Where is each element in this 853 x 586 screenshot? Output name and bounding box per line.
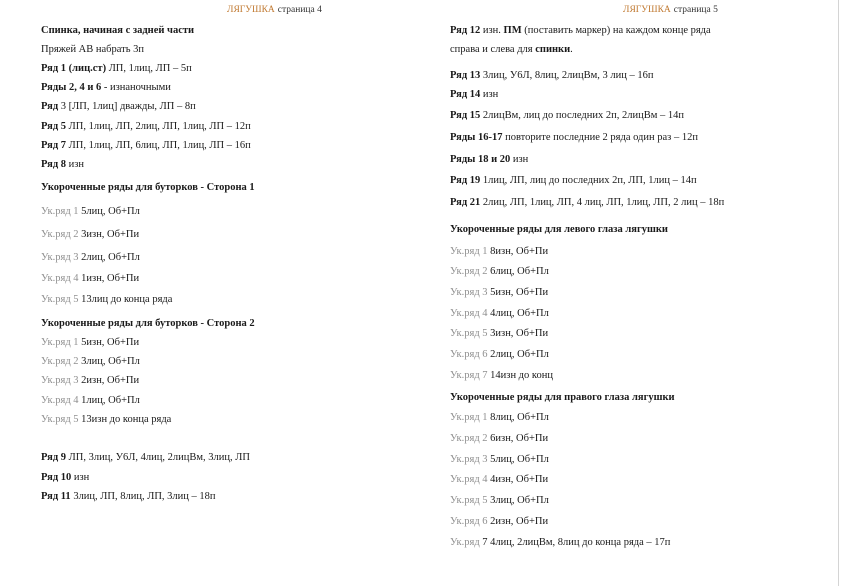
row-instruction: справа и слева для — [450, 44, 536, 55]
row-instruction: 2изн, Об+Пи — [78, 375, 140, 386]
header-page-number: страница 4 — [277, 5, 322, 15]
row-instruction: изн — [71, 472, 90, 483]
short-row-label: Ук.ряд 6 — [450, 349, 488, 360]
short-row-label: Ук.ряд 5 — [41, 294, 79, 305]
row-label: Ряд 12 — [450, 25, 481, 36]
row-instruction: 3 [ЛП, 1лиц] дважды, ЛП – 8п — [58, 101, 196, 112]
row-instruction: ЛП, 1лиц, ЛП, 2лиц, ЛП, 1лиц, ЛП – 12п — [66, 121, 251, 132]
row-instruction: 5изн, Об+Пи — [78, 337, 140, 348]
row-instruction: 2изн, Об+Пи — [487, 516, 549, 527]
short-row-label: Ук.ряд 2 — [450, 433, 488, 444]
short-row-line — [41, 251, 140, 264]
instruction-line — [41, 158, 84, 171]
short-row-label: Ук.ряд 4 — [41, 273, 79, 284]
instruction-line — [450, 24, 711, 37]
instruction-line — [450, 43, 573, 56]
row-instruction: 3лиц, У6Л, 8лиц, 2лицВм, 3 лиц – 16п — [480, 70, 654, 81]
instruction-line — [450, 69, 654, 82]
row-label: Укороченные ряды для правого глаза лягушки — [450, 392, 675, 403]
row-label: Укороченные ряды для левого глаза лягушки — [450, 224, 668, 235]
short-row-label: Ук.ряд — [450, 537, 480, 548]
page-edge-divider — [838, 0, 839, 586]
short-row-line — [450, 536, 670, 549]
row-instruction: 2лиц, Об+Пл — [487, 349, 549, 360]
short-row-line — [450, 494, 549, 507]
row-instruction: 1изн, Об+Пи — [78, 273, 140, 284]
instruction-line — [41, 24, 194, 37]
row-instruction: ЛП, 3лиц, У6Л, 4лиц, 2лицВм, 3лиц, ЛП — [66, 452, 250, 463]
short-row-label: Ук.ряд 6 — [450, 516, 488, 527]
row-instruction: 13лиц до конца ряда — [78, 294, 173, 305]
short-row-line — [41, 293, 172, 306]
short-row-label: Ук.ряд 5 — [450, 328, 488, 339]
row-instruction: - изнаночными — [101, 82, 171, 93]
short-row-line — [450, 327, 548, 340]
short-row-line — [41, 336, 139, 349]
row-label: Ряды 18 и 20 — [450, 154, 511, 165]
row-instruction: 5изн, Об+Пи — [487, 287, 549, 298]
instruction-line — [450, 391, 675, 404]
short-row-label: Ук.ряд 4 — [450, 474, 488, 485]
short-row-label: Ук.ряд 3 — [450, 287, 488, 298]
short-row-label: Ук.ряд 2 — [41, 229, 79, 240]
instruction-line — [450, 109, 684, 122]
short-row-label: Ук.ряд 2 — [41, 356, 79, 367]
row-instruction-cont: (поставить маркер) на каждом конце ряда — [521, 25, 711, 36]
page-header — [227, 5, 322, 15]
short-row-line — [450, 369, 553, 382]
short-row-label: Ук.ряд 5 — [450, 495, 488, 506]
row-instruction: 6изн, Об+Пи — [487, 433, 549, 444]
row-instruction: 1лиц, Об+Пл — [78, 395, 140, 406]
row-label: Ряд 1 (лиц.ст) — [41, 63, 107, 74]
row-label: Ряды 2, 4 и 6 — [41, 82, 102, 93]
row-instruction: 8лиц, Об+Пл — [487, 412, 549, 423]
header-brand: ЛЯГУШКА — [623, 5, 671, 15]
page-5 — [426, 0, 836, 586]
header-brand: ЛЯГУШКА — [227, 5, 275, 15]
row-label: Ряд 7 — [41, 140, 67, 151]
short-row-line — [41, 374, 139, 387]
instruction-line — [450, 223, 668, 236]
instruction-line — [41, 317, 255, 330]
instruction-line — [41, 43, 144, 56]
row-instruction: 3лиц, Об+Пл — [487, 495, 549, 506]
row-instruction: ЛП, 1лиц, ЛП – 5п — [106, 63, 192, 74]
instruction-line — [41, 490, 216, 503]
short-row-label: Ук.ряд 1 — [41, 206, 79, 217]
row-label: Спинка, начиная с задней части — [41, 25, 195, 36]
row-label: Ряд 11 — [41, 491, 71, 502]
short-row-line — [41, 205, 140, 218]
instruction-line — [450, 131, 698, 144]
short-row-line — [450, 432, 548, 445]
row-label: Ряд 19 — [450, 175, 481, 186]
instruction-line — [450, 196, 724, 209]
short-row-label: Ук.ряд 4 — [450, 308, 488, 319]
short-row-line — [41, 228, 139, 241]
short-row-label: Ук.ряд 2 — [450, 266, 488, 277]
row-instruction: изн — [510, 154, 529, 165]
row-instruction-cont: . — [570, 44, 573, 55]
short-row-line — [450, 453, 549, 466]
row-label: Укороченные ряды для буторков - Сторона 1 — [41, 182, 255, 193]
short-row-label: Ук.ряд 3 — [41, 375, 79, 386]
emphasis-text: спинки — [535, 44, 571, 55]
short-row-label: Ук.ряд 4 — [41, 395, 79, 406]
header-page-number: страница 5 — [673, 5, 718, 15]
short-row-label: Ук.ряд 1 — [41, 337, 79, 348]
page-header — [623, 5, 718, 15]
row-instruction: изн — [66, 159, 85, 170]
short-row-line — [450, 473, 548, 486]
short-row-label: Ук.ряд 1 — [450, 412, 488, 423]
row-label: Ряд 13 — [450, 70, 481, 81]
instruction-line — [41, 181, 255, 194]
short-row-line — [41, 355, 140, 368]
short-row-label: Ук.ряд 5 — [41, 414, 79, 425]
row-instruction: 3лиц, Об+Пл — [78, 356, 140, 367]
row-instruction: 2лицВм, лиц до последних 2п, 2лицВм – 14п — [480, 110, 684, 121]
short-row-line — [450, 348, 549, 361]
row-label: Ряд — [41, 101, 59, 112]
row-instruction: 13изн до конца ряда — [78, 414, 172, 425]
short-row-line — [450, 411, 549, 424]
short-row-line — [450, 265, 549, 278]
row-label: Ряд 8 — [41, 159, 67, 170]
row-label: Ряд 21 — [450, 197, 481, 208]
row-label: Ряд 15 — [450, 110, 481, 121]
row-instruction: 2лиц, Об+Пл — [78, 252, 140, 263]
row-instruction: 3лиц, ЛП, 8лиц, ЛП, 3лиц – 18п — [70, 491, 216, 502]
instruction-line — [41, 139, 251, 152]
short-row-line — [450, 286, 548, 299]
row-instruction: 6лиц, Об+Пл — [487, 266, 549, 277]
instruction-line — [41, 451, 250, 464]
row-instruction: 8изн, Об+Пи — [487, 246, 549, 257]
instruction-line — [41, 100, 196, 113]
short-row-line — [41, 394, 140, 407]
short-row-line — [450, 307, 549, 320]
instruction-line — [41, 62, 192, 75]
emphasis-text: ПМ — [503, 25, 522, 36]
row-instruction: 7 4лиц, 2лицВм, 8лиц до конца ряда – 17п — [479, 537, 671, 548]
row-label: Ряд 10 — [41, 472, 72, 483]
short-row-line — [450, 245, 548, 258]
row-instruction: изн — [480, 89, 499, 100]
row-instruction: 3изн, Об+Пи — [487, 328, 549, 339]
row-label: Ряды 16-17 — [450, 132, 503, 143]
instruction-line — [450, 174, 697, 187]
page-4 — [0, 0, 420, 586]
row-instruction: 14изн до конц — [487, 370, 553, 381]
row-instruction: 5лиц, Об+Пл — [78, 206, 140, 217]
short-row-label: Ук.ряд 3 — [41, 252, 79, 263]
instruction-line — [41, 81, 171, 94]
row-instruction: ЛП, 1лиц, ЛП, 6лиц, ЛП, 1лиц, ЛП – 16п — [66, 140, 251, 151]
row-label: Ряд 9 — [41, 452, 67, 463]
row-instruction: 4лиц, Об+Пл — [487, 308, 549, 319]
row-instruction: изн. — [480, 25, 504, 36]
row-instruction: 3изн, Об+Пи — [78, 229, 140, 240]
short-row-line — [41, 272, 139, 285]
short-row-label: Ук.ряд 1 — [450, 246, 488, 257]
row-instruction: 2лиц, ЛП, 1лиц, ЛП, 4 лиц, ЛП, 1лиц, ЛП, 2 лиц – 18п — [480, 197, 725, 208]
row-label: Ряд 14 — [450, 89, 481, 100]
row-label: Ряд 5 — [41, 121, 67, 132]
short-row-label: Ук.ряд 7 — [450, 370, 488, 381]
row-label: Укороченные ряды для буторков - Сторона 2 — [41, 318, 255, 329]
row-instruction: 4изн, Об+Пи — [487, 474, 549, 485]
instruction-line — [450, 88, 498, 101]
instruction-line — [41, 120, 251, 133]
instruction-line — [41, 471, 89, 484]
instruction-line — [450, 153, 528, 166]
row-instruction: повторите последние 2 ряда один раз – 12п — [502, 132, 698, 143]
short-row-label: Ук.ряд 3 — [450, 454, 488, 465]
row-instruction: 5лиц, Об+Пл — [487, 454, 549, 465]
row-instruction: 1лиц, ЛП, лиц до последних 2п, ЛП, 1лиц – 14п — [480, 175, 697, 186]
row-instruction: Пряжей АВ набрать 3п — [41, 44, 145, 55]
short-row-line — [41, 413, 171, 426]
short-row-line — [450, 515, 548, 528]
